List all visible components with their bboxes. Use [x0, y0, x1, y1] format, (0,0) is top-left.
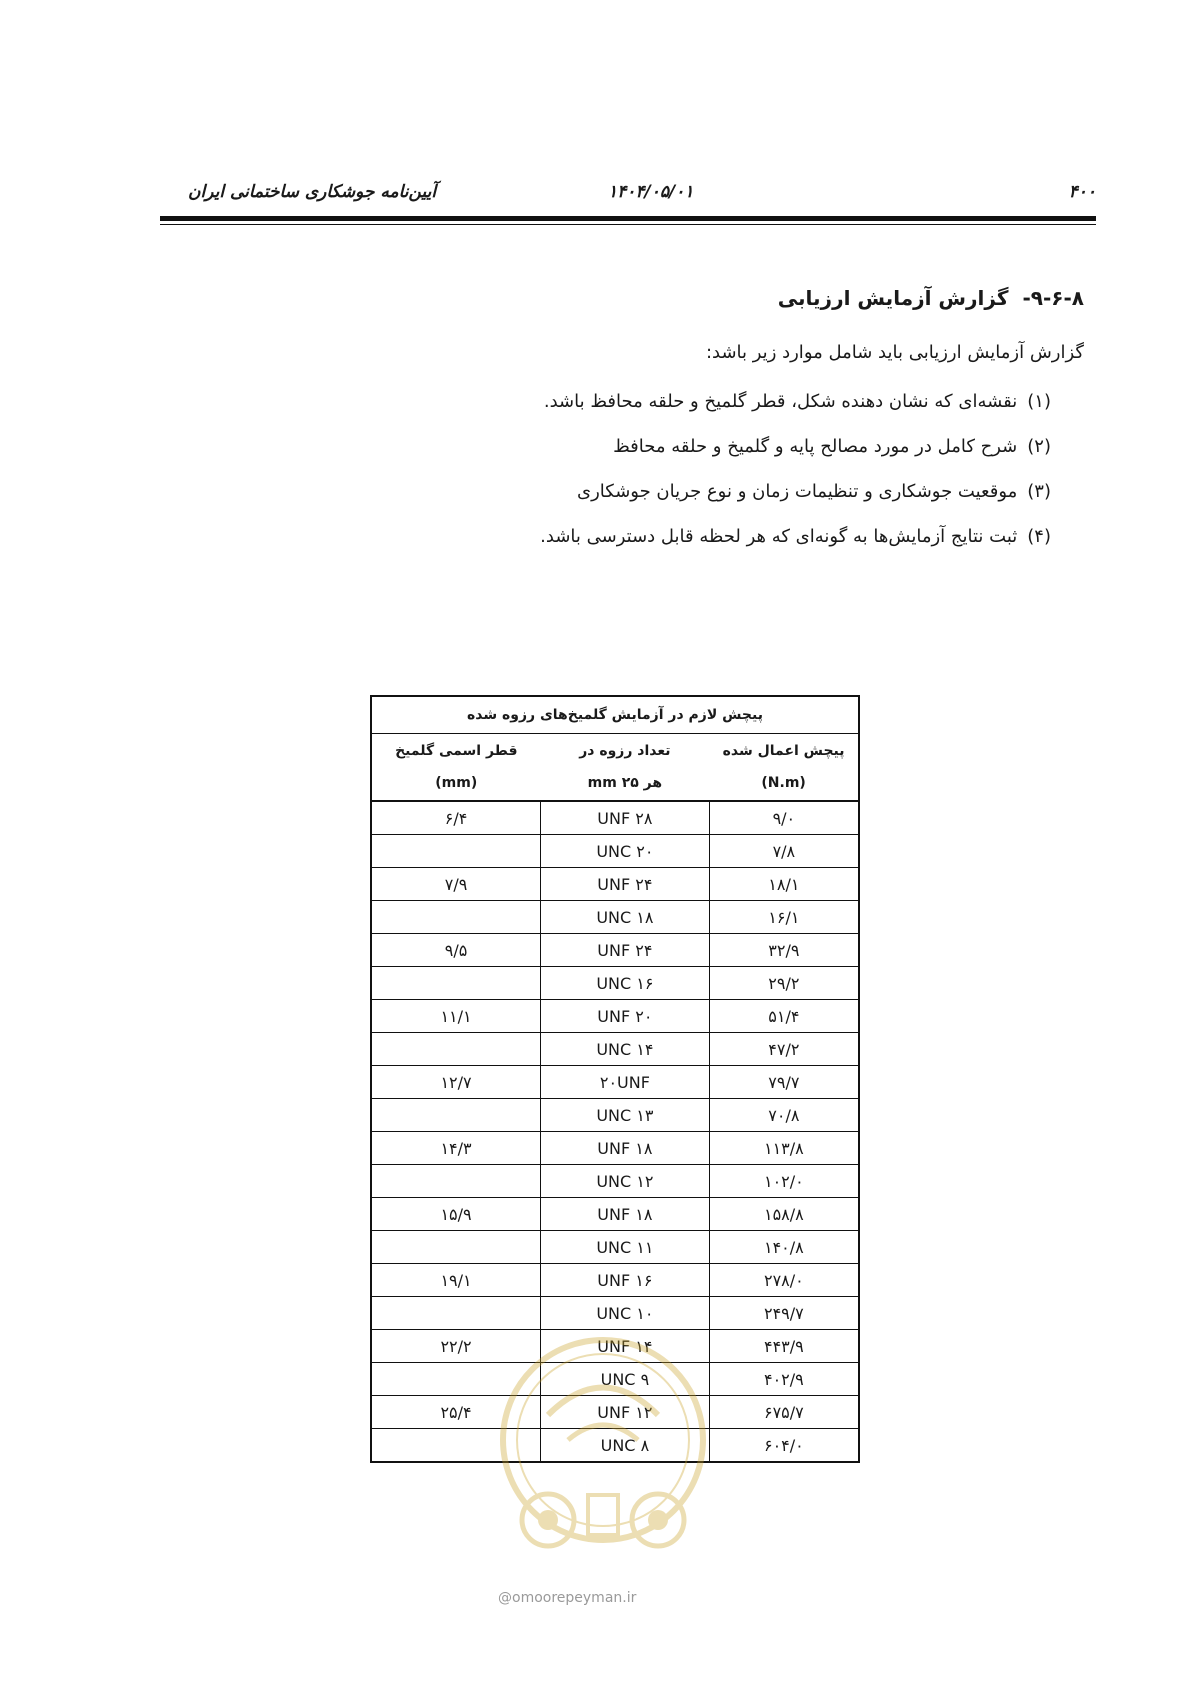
threads-cell: ۱۰ UNC: [541, 1297, 710, 1330]
diameter-cell: ۲۲/۲: [371, 1330, 541, 1363]
torque-cell: ۲۷۸/۰: [709, 1264, 859, 1297]
table-row: [371, 1099, 859, 1132]
diameter-cell: ۹/۵: [371, 934, 541, 967]
table-row: [371, 1429, 859, 1463]
table-row: [371, 1198, 859, 1231]
table-caption: پیچش لازم در آزمایش گلمیخ‌های رزوه شده: [371, 696, 859, 734]
torque-cell: ۱۸/۱: [709, 868, 859, 901]
torque-cell: ۱۰۲/۰: [709, 1165, 859, 1198]
table-row: [371, 835, 859, 868]
list-item: [540, 386, 1051, 431]
list-marker: (۳): [1027, 481, 1051, 502]
torque-cell: ۷۰/۸: [709, 1099, 859, 1132]
threads-cell: ۲۴ UNF: [541, 934, 710, 967]
list-marker: (۲): [1027, 436, 1051, 457]
list-item-text: شرح کامل در مورد مصالح پایه و گلمیخ و حلقه محافظ: [613, 436, 1018, 457]
column-header-torque: [709, 734, 859, 802]
table-row: [371, 1330, 859, 1363]
torque-cell: ۶۰۴/۰: [709, 1429, 859, 1463]
threads-cell: ۱۲ UNF: [541, 1396, 710, 1429]
torque-cell: ۲۹/۲: [709, 967, 859, 1000]
list-item-text: موقعیت جوشکاری و تنظیمات زمان و نوع جریان جوشکاری: [577, 481, 1018, 502]
threads-cell: ۸ UNC: [600, 1435, 650, 1455]
torque-cell: ۱۴۰/۸: [709, 1231, 859, 1264]
threads-cell: ۱۸ UNC: [541, 901, 710, 934]
column-header-unit: (N.m): [761, 775, 806, 791]
diameter-cell: ۷/۹: [371, 868, 541, 901]
table-body: [371, 801, 859, 1462]
torque-cell: ۴۴۳/۹: [709, 1330, 859, 1363]
threads-cell: ۱۴ UNF: [541, 1330, 710, 1363]
table-row: [371, 1165, 859, 1198]
diameter-cell: [371, 1033, 541, 1066]
threads-cell: ۱۲ UNC: [541, 1165, 710, 1198]
threads-cell: ۱۳ UNC: [541, 1099, 710, 1132]
table-row: [371, 1363, 859, 1396]
table-row: [371, 1396, 859, 1429]
torque-cell: ۷/۸: [709, 835, 859, 868]
list-item: [540, 476, 1051, 521]
header-rule-thin: [160, 224, 1096, 225]
section-heading: [778, 286, 1084, 310]
diameter-cell: ۱۹/۱: [371, 1264, 541, 1297]
column-header-label: تعداد رزوه در: [579, 743, 671, 759]
diameter-cell: [371, 1297, 541, 1330]
torque-cell: ۴۰۲/۹: [709, 1363, 859, 1396]
table-row: [371, 1297, 859, 1330]
diameter-cell: ۱۵/۹: [371, 1198, 541, 1231]
threads-cell: ۲۰UNF: [541, 1066, 710, 1099]
watermark-text: @omoorepeyman.ir: [498, 1590, 637, 1606]
diameter-cell: [371, 1363, 541, 1396]
list-item-text: ثبت نتایج آزمایش‌ها به گونه‌ای که هر لحظه قابل دسترسی باشد.: [540, 526, 1018, 547]
torque-cell: ۲۴۹/۷: [709, 1297, 859, 1330]
requirements-list: [540, 386, 1051, 566]
diameter-cell: [371, 1165, 541, 1198]
table-row: [371, 1000, 859, 1033]
diameter-cell: [371, 1429, 541, 1463]
page-number: ۴۰۰: [1068, 182, 1096, 202]
threads-cell: ۲۴ UNF: [541, 868, 710, 901]
torque-table: [370, 695, 860, 1463]
threads-cell: ۹ UNC: [541, 1363, 710, 1396]
section-number: ۹-۶-۸-: [1022, 286, 1084, 310]
diameter-cell: [371, 901, 541, 934]
table-row: [371, 1066, 859, 1099]
column-header-label: پیچش اعمال شده: [722, 743, 845, 759]
threads-cell: ۱۶ UNF: [541, 1264, 710, 1297]
running-header: [160, 182, 1096, 206]
diameter-cell: ۲۵/۴: [371, 1396, 541, 1429]
table-row: [371, 934, 859, 967]
diameter-cell: ۶/۴: [371, 801, 541, 835]
table-row: [371, 868, 859, 901]
column-header-label: قطر اسمی گلمیخ: [395, 743, 518, 759]
section-title: گزارش آزمایش ارزیابی: [777, 286, 1009, 310]
diameter-cell: ۱۴/۳: [371, 1132, 541, 1165]
torque-cell: ۵۱/۴: [709, 1000, 859, 1033]
threads-cell: ۱۸ UNF: [541, 1198, 710, 1231]
list-item: [540, 521, 1051, 566]
table-row: [371, 967, 859, 1000]
torque-cell: ۱۵۸/۸: [709, 1198, 859, 1231]
list-item: [540, 431, 1051, 476]
diameter-cell: ۱۱/۱: [371, 1000, 541, 1033]
threads-cell: ۲۰ UNC: [541, 835, 710, 868]
table-row: [371, 1231, 859, 1264]
threads-cell: ۱۶ UNC: [541, 967, 710, 1000]
intro-paragraph: گزارش آزمایش ارزیابی باید شامل موارد زیر باشد:: [705, 342, 1084, 363]
column-header-diameter: [371, 734, 541, 802]
diameter-cell: [371, 835, 541, 868]
column-header-unit: (mm): [435, 775, 478, 791]
list-marker: (۴): [1027, 526, 1051, 547]
diameter-cell: ۱۲/۷: [371, 1066, 541, 1099]
diameter-cell: [371, 967, 541, 1000]
table-row: [371, 1033, 859, 1066]
header-title: آیین‌نامه جوشکاری ساختمانی ایران: [188, 182, 437, 202]
torque-cell: ۷۹/۷: [709, 1066, 859, 1099]
table-row: [371, 901, 859, 934]
header-date: ۱۴۰۴/۰۵/۰۱: [608, 182, 694, 202]
list-marker: (۱): [1027, 391, 1051, 412]
column-header-unit: هر ۲۵ mm: [587, 775, 663, 791]
torque-cell: ۹/۰: [709, 801, 859, 835]
diameter-cell: [371, 1231, 541, 1264]
torque-cell: ۳۲/۹: [709, 934, 859, 967]
torque-cell: ۴۷/۲: [709, 1033, 859, 1066]
list-item-text: نقشه‌ای که نشان دهنده شکل، قطر گلمیخ و حلقه محافظ باشد.: [543, 391, 1018, 412]
threads-cell: ۲۸ UNF: [541, 801, 710, 835]
header-rule-thick: [160, 216, 1096, 221]
torque-cell: ۶۷۵/۷: [709, 1396, 859, 1429]
torque-cell: ۱۶/۱: [709, 901, 859, 934]
table-row: [371, 1132, 859, 1165]
threads-cell: ۲۰ UNF: [541, 1000, 710, 1033]
diameter-cell: [371, 1099, 541, 1132]
threads-cell: ۱۴ UNC: [541, 1033, 710, 1066]
column-header-threads: [541, 734, 710, 802]
threads-cell: ۱۱ UNC: [541, 1231, 710, 1264]
table-row: [371, 1264, 859, 1297]
torque-cell: ۱۱۳/۸: [709, 1132, 859, 1165]
table-row: [371, 801, 859, 835]
threads-cell: ۱۸ UNF: [541, 1132, 710, 1165]
